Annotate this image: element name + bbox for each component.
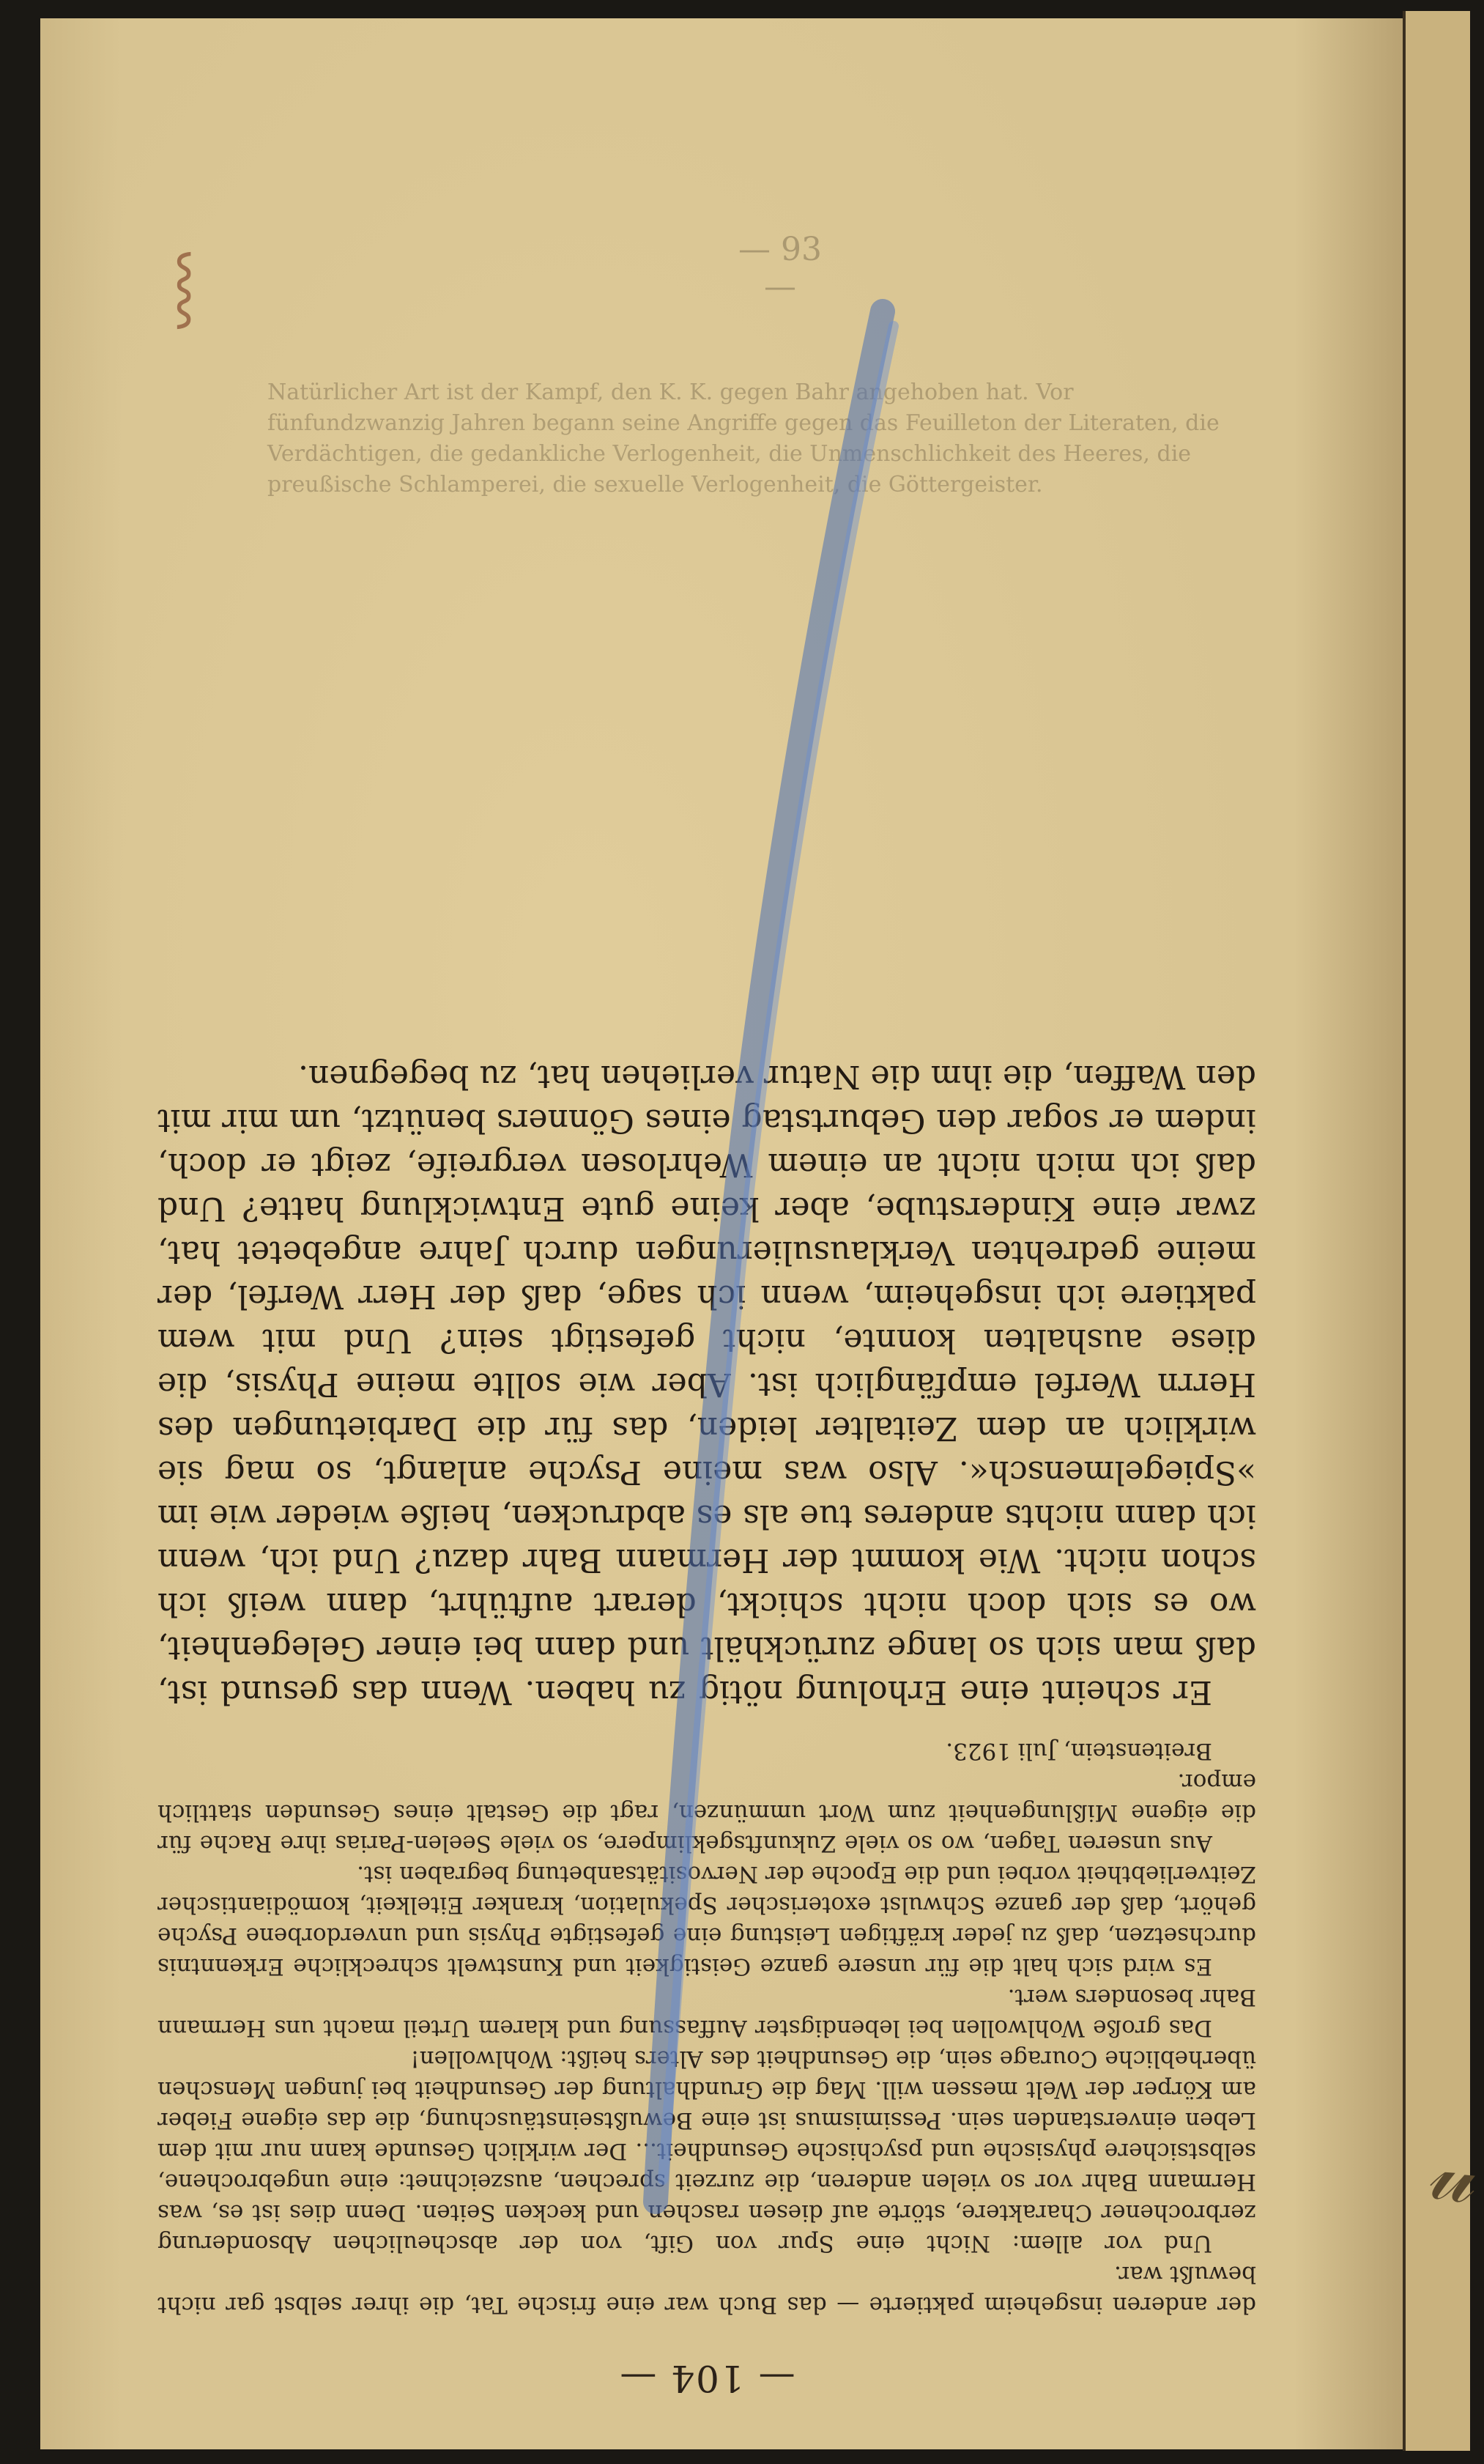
bleed-through-text: Natürlicher Art ist der Kampf, den K. K. gegen Bahr angehoben hat. Vor fünfundzwanzig Jahren begann seine Angriffe gegen das Feuilleton der Literaten, die Verdächtigen, die gedankliche Verlogenheit, die Unmenschlichkeit des Heeres, die preußische Schlamperei, die sexuelle Verlogenheit, die Göttergeister. [267, 380, 1220, 497]
paragraph: Aus unseren Tagen, wo so viele Zukunftsgeklimpere, so viele Seelen-Parias ihre Rache für die eigene Mißlungenheit zum Wort ummünzen, ragt die Gestalt eines Gesunden stattlich empor. [157, 1769, 1256, 1857]
margin-pencil-mark: ⸾ [172, 247, 196, 324]
paragraph: Er scheint eine Erholung nötig zu haben. Wenn das gesund ist, daß man sich so lange zurückhält und dann bei einer Gelegenheit, wo es sich doch nicht schickt, derart auftührt, dann weiß ich schon nicht. Wie kommt der Hermann Bahr dazu? Und ich, wenn ich dann nichts anderes tue als es abdrucken, heiße wieder wie im »Spiegelmensch«. Also was meine Psyche anlangt, so mag sie wirklich an dem Zeitalter leiden, das für die Darbietungen des Herrn Werfel empfänglich ist. Aber wie sollte meine Physis, die diese aushalten konnte, nicht gefestigt sein? Und mit wem paktiere ich insgeheim, wenn ich sage, daß der Herr Werfel, der meine gedrehten Verklausulierungen durch Jahre angebetet hat, zwar eine Kinderstube, aber keine gute Entwicklung hatte? Und daß ich mich nicht an einem Wehrlosen vergreife, zeigt er doch, indem er sogar den Geburtstag eines Gönners benützt, um mir mit den Waffen, die ihm die Natur verliehen hat, zu begegnen. [157, 1058, 1256, 1711]
paragraph: Das große Wohlwollen bei lebendigster Auffassung und klarem Urteil macht uns Hermann Bahr besonders wert. [157, 1984, 1256, 2041]
paragraph: Und vor allem: Nicht eine Spur von Gift, von der abscheulichen Absonderung zerbrochener Charaktere, störte auf diesen raschen und kecken Seiten. Denn dies ist es, was Hermann Bahr vor so vielen anderen, die zurzeit sprechen, auszeichnet: eine ungebrochene, selbstsichere physische und psychische Gesundheit... Der wirklich Gesunde kann nur mit dem Leben einverstanden sein. Pessimismus ist eine Bewußtseinstäuschung, die das eigene Fieber am Körper der Welt messen will. Mag die Grundhaltung der Gesundheit bei jungen Menschen überhebliche Courage sein, die Gesundheit des Alters heißt: Wohlwollen! [157, 2046, 1256, 2257]
paragraph: der anderen insgeheim paktierte — das Buch war eine frische Tat, die ihrer selbst gar nicht bewußt war. [157, 2261, 1256, 2318]
book-page [40, 18, 1403, 2449]
lower-text [157, 1054, 1256, 1714]
paragraph: Es wird sich halt die für unsere ganze Geistigkeit und Kunstwelt schreckliche Erkenntnis durchsetzen, daß zu jeder kräftigen Leistung eine gefestigte Physis und unverdorbene Psyche gehört, daß der ganze Schwulst exoterischer Spekulation, kranker Eitelkeit, komödiantischer Zeitverliebtheit vorbei und die Epoche der Nervositätsanbetung begraben ist. [157, 1861, 1256, 1980]
upper-text [157, 1736, 1256, 2320]
upside-down-text-block [157, 341, 1256, 2407]
adjacent-page-edge [1403, 11, 1484, 2451]
bleed-through-page-number: — 93 — [738, 231, 822, 306]
date-line: Breitenstein, Juli 1923. [946, 1738, 1212, 1764]
margin-handwriting-mark: 𝓊 [1425, 2123, 1484, 2223]
page-number: — 104 — [618, 2357, 795, 2400]
